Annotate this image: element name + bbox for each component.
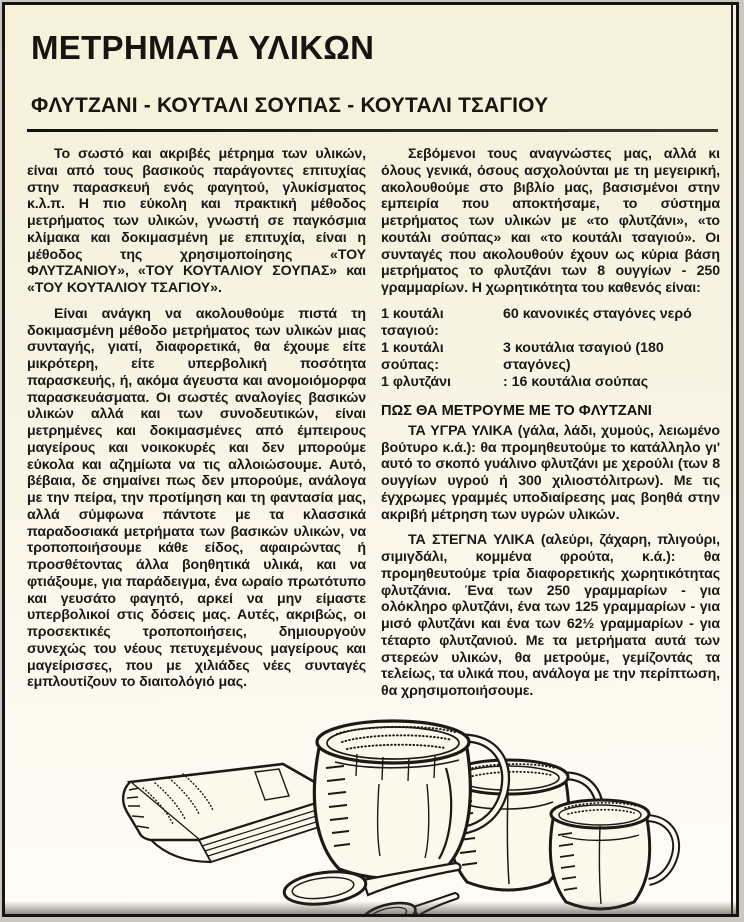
body-paragraph: Σεβόμενοι τους αναγνώστες μας, αλλά κι όλους γενικά, όσους ασχολούνται με τη μεγειρική, ακολουθούμε στο βιβλίο μας, βασισμένοι στην εμπειρία που αποκτήσαμε, το σύστημα μετρήματος των υλικών με «το φλυτζάνι», «το κουτάλι σούπας» και «το κουτάλι τσαγιού». Οι συνταγές που ακολουθούν έχουν ως κύρια βάση μετρήματος το φλυτζάνι των 8 ουγγίων - 250 γραμμαρίων. Η χωρητικότητα του καθενός είναι: [381, 146, 720, 296]
scan-edge-line [731, 5, 733, 914]
conversion-row [381, 374, 720, 391]
section-heading: ΠΩΣ ΘΑ ΜΕΤΡΟΥΜΕ ΜΕ ΤΟ ΦΛΥΤΖΑΝΙ [381, 402, 652, 419]
scanned-page [2, 2, 739, 917]
conversion-value: 3 κουτάλια τσαγιού (180 σταγόνες) [503, 339, 664, 373]
article-columns [27, 146, 720, 702]
scan-shadow [5, 901, 736, 914]
conversion-list [381, 306, 720, 391]
illustration-area [27, 704, 720, 917]
conversion-row [381, 340, 720, 374]
conversion-value: : 16 κουτάλια σούπας [503, 373, 649, 390]
right-column [381, 146, 720, 702]
conversion-term: 1 κουτάλι σούπας: [381, 339, 444, 373]
title-divider [27, 129, 718, 132]
conversion-row [381, 306, 720, 340]
conversion-value: 60 κανονικές σταγόνες νερό [503, 305, 692, 322]
conversion-term: 1 κουτάλι τσαγιού: [381, 305, 444, 339]
body-paragraph: ΤΑ ΣΤΕΓΝΑ ΥΛΙΚΑ (αλεύρι, ζάχαρη, πλιγούρι, σιμιγδάλι, κομμένα φρούτα, κ.ά.): θα προμηθευτούμε τρία διαφορετικής χωρητικότητας φλυτζάνια. Ένα των 250 γραμμαρίων - για ολόκληρο φλυτζάνι, ένα των 125 γραμμαρίων - για μισό φλυτζάνι και ένα των 62½ γραμμαρίων - για τέταρτο φλυτζανιού. Με τα μετρήματα αυτά των στερεών υλικών, θα μετρούμε, γεμίζοντάς τα τελείως, τα υλικά που, ανάλογα με την περίπτωση, θα χρησιμοποιήσουμε. [381, 532, 720, 700]
left-column [27, 146, 366, 702]
body-paragraph: ΤΑ ΥΓΡΑ ΥΛΙΚΑ (γάλα, λάδι, χυμούς, λειωμένο βούτυρο κ.ά.): θα προμηθευτούμε το κατάλληλο γι' αυτό το σκοπό γυάλινο φλυτζάνι με χερούλι (των 8 ουγγίων υγρού ή 300 χιλιοστόλιτρων). Με τις έγχρωμες γραμμές υποδιαίρεσης μας βοηθά στην ακριβή μέτρηση των υγρών υλικών. [381, 422, 720, 523]
small-measuring-cup-drawing [550, 800, 676, 909]
page-subtitle: ΦΛΥΤΖΑΝΙ - ΚΟΥΤΑΛΙ ΣΟΥΠΑΣ - ΚΟΥΤΑΛΙ ΤΣΑΓΙΟΥ [31, 94, 549, 117]
page-title: ΜΕΤΡΗΜΑΤΑ ΥΛΙΚΩΝ [31, 29, 375, 66]
conversion-term: 1 φλυτζάνι [381, 373, 451, 390]
body-paragraph: Είναι ανάγκη να ακολουθούμε πιστά τη δοκιμασμένη μέθοδο μετρήματος των υλικών μιας συνταγής, γιατί, διαφορετικά, θα έχουμε είτε μικρότερη, είτε υπερβολική ποσότητα παρασκευής, ή, ακόμα άγευστα και ανομοιόμορφα παρασκευάσματα. Οι σωστές αναλογίες βασικών υλικών αλλά και των συνοδευτικών, είναι μετρημένες και δοκιμασμένες από έμπειρους μαγείρους και νοικοκυρές και δεν μπορούμε εύκολα και αζημίωτα να τις αλλοιώσουμε. Αυτό, βέβαια, δε σημαίνει πως δεν μπορούμε, ανάλογα με την πείρα, την προτίμηση και τη φαντασία μας, αλλά σύμφωνα πάντοτε με τα κλασσικά παραδοσιακά μετρήματα των βασικών υλικών, να τροποποιήσουμε κάθε είδος, αφαιρώντας ή προσθέτοντας άλλα βοηθητικά υλικά, και να φτιάξουμε, για παράδειγμα, ένα ωραίο πρωτότυπο και γευσάτο φαγητό, αρκεί να μην είμαστε υπερβολικοί στις δόσεις μας. Αυτές, ακριβώς, οι προσεκτικές τροποποιήσεις, δημιουργούν συνεχώς του νέους πετυχεμένους μαγείρους και μαγείρισσες, που με χιλιάδες νέες συνταγές εμπλουτίζουν το διαιτολόγιό μας. [27, 305, 366, 691]
measuring-cups-illustration [27, 704, 727, 917]
body-paragraph: Το σωστό και ακριβές μέτρημα των υλικών, είναι από τους βασικούς παράγοντες επιτυχίας στην παρασκευή ενός φαγητού, γλυκίσματος κ.λ.π. Η πιο εύκολη και πρακτική μέθοδος μετρήματος των υλικών, γνωστή σε παγκόσμια κλίμακα και δοκιμασμένη με επιτυχία, είναι η μέθοδος της χρησιμοποίησης «ΤΟΥ ΦΛΥΤΖΑΝΙΟΥ», «ΤΟΥ ΚΟΥΤΑΛΙΟΥ ΣΟΥΠΑΣ» και «ΤΟΥ ΚΟΥΤΑΛΙΟΥ ΤΣΑΓΙΟΥ». [27, 146, 366, 296]
